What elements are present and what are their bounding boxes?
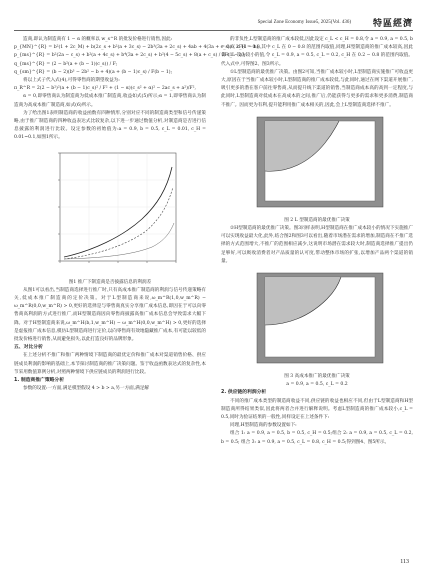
subsection-heading: 2. 供应链的利润分析	[221, 390, 267, 396]
equation: p_{MN}^{R} = b²(1 + 2c_M) + b(2c_s + b²(a + 3c_s) − 2b³(3a + 2c_s) + 4ab + 4(3a + c_s)) / 2F(1 − b);	[14, 45, 260, 51]
figure-2-caption: 图 2 L 型制造商的最优推广决策	[284, 217, 350, 223]
equation: p_{ms}^{R} = b²(2a − c_s) + b²(a + 4c_s) + b⁴(3a + 2c_s) + b²(4 − 5c_s) + 8(a + c_s) / 2F(1 − b);	[14, 53, 246, 59]
header-rule	[14, 30, 413, 31]
paragraph: ①L型制造商的最优推广决策。由图2可知,当推广成本较小时,L型制造商实施推广可收益更大,原因在于当推广成本较小时,L型制造商的推广成本较低,与此同时,通过在网下渠道开展推广,吸引更多的潜在客户前往零售商,从而提升线下渠道的销售,当制造商成本高的高到一定程度,与此同时,L型制造商对低成本在高成本的之间,推广后,仍能获得与更多的需求和更多消费,制造商不推广。因而更为有利,提升能利用推广成本相关的,因此,会上L型制造商选择不推广。	[221, 69, 413, 108]
paragraph: 将以上式子代入式(4),可得零售商的期望收益为:	[23, 78, 120, 84]
figure-1	[42, 147, 182, 277]
paragraph: 组合 1: a = 0.9, a = 0.5, b = 0.5, c_H = 0.5;组合 2: a = 0.9, a = 0.5, c_L = 0.2, b = 0.5; 组合 3: a = 0.9, a = 0.5, c_L = 0.8, c_H = 0.5;得到图4、图5所示。	[221, 431, 413, 445]
journal-logo: 特區經濟	[372, 19, 413, 29]
figure-3	[247, 269, 387, 371]
left-column	[14, 36, 260, 393]
section-heading: 五、对比分析	[14, 345, 43, 351]
paragraph: 的非负性,L型制造商的推广成本较低,因此设定 c_L < c_H = 0.8,令 a = 0.9, a = 0.5, b = 0.6, c_H = 0.8,其中 c_L 在 0 − 0.8 的范围内取值,同理,H型制造商的推广成本较高,因此将 c_L 设为较小的值,令 c_L = 0.9, a = 0.5, c_L = 0.2, c_H 在 0.2 − 0.8 的范围内取值。代入式中,可得图2、图3所示。	[221, 37, 413, 67]
journal-name: Special Zone Economy Issue5, 2025(Vol. 436)	[257, 20, 351, 25]
paragraph: 为了给出图1表明制造商的收益函数有四种情形,分别对应不同的制造商类型和信号传递策略,由于推广制造商的四种收益表达式比较复杂,以下进一步通过数值分析,对制造商是否进行信息披露的利润进行比较。设定参数的初始值为:a = 0.9, b = 0.5, c_L = 0.01, c_H = 0.01~0.1,如图1所示。	[14, 110, 206, 141]
page-header	[14, 18, 413, 30]
figure-3-params: a = 0.9, a = 0.5, c_L = 0.2	[286, 382, 348, 388]
subsection-heading: 1. 制造商推广策略分析	[14, 378, 65, 384]
paragraph: 参数的设置:一方面,满足模型假设 4 > b > a,另一方面,满足解	[23, 386, 150, 392]
page-number: 113	[400, 559, 409, 565]
paragraph: ②H型制造商的最优推广决策。图3同样表明,H型制造商在推广成本较小的情况下实施推广可以实现收益最大化,此外,结合图2和图3可以看出,随着市场潜在需求的增加,制造商在不推广选择的方式范围增大,不推广的范围相应减少,这说明市场潜在需求较大时,制造商选择推广提出仍足够好,可以吸收消费者对产品质量的认可度,带动整体市场的扩张,以增加产品两个渠道的销量。	[221, 226, 413, 264]
figure-1-plot	[42, 147, 182, 277]
paragraph: 同理,H型制造商的参数设置如下:	[230, 423, 297, 429]
figure-3-caption: 图 3 高成本推广的最优推广决策	[284, 374, 350, 380]
figure-2-plot	[247, 113, 387, 215]
paragraph: 不同的推广成本类型的制造商收益不同,供应链的收益也相应不同,但由于L型制造商和H型制造商所得结果类似,因此将两者合并进行解释说明。考虑L型制造商的推广成本较小,c_L = 0.5,同时为验证结果的一般性,同样设定在上述条件下:	[221, 398, 413, 421]
paragraph: 造商,即认为制造商有 1 − α 的概率以 w_s^R 的批发价格进行销售,因此:	[23, 37, 173, 42]
equation: π_R^R = 2(2 − b²)²(a + (b − 1)c_s)² / F² + (1 − α)(c_s² + α)² − 2ac_s + a²)/F²,	[14, 86, 196, 92]
paragraph: 在上述分析不推广和推广两种情境下制造商的最优定价和推广成本对渠道销售价格、供应链成员利润的影响的基础上,本节探讨制造商的推广决策问题。鉴于收益函数表达式的复杂性,本节采用数值算例分析,对照两种情境下供应链成员的利润进行比较。	[14, 353, 206, 375]
right-column	[221, 36, 413, 447]
paragraph: 从图1可以看出,当制造商选择进行推广时,只有高成本推广制造商的利润与信号传递策略有关,低成本推广制造商的定价决策。对于L型制造商来说,ω_m^R(1,0,w_m^R) − ω_m^R(0,0,w_m^R) > 0,更好的选择是与零售商真实分享推广成本信息,即因在于可以向零售商高利润的方式进行推广,而H型制造商因向零售商披露高推广成本信息会导致需求大幅下降。对于H型制造商来说,ω_m^H(b,1,w_m^H) − ω_m^H(0,0,w_m^H) > 0,更好的选择是虚报推广成本信息,模仿L型制造商进行定价,以向零售商有效地隐藏推广成本,有可能以较低的批发价格进行销售,从而避免损失,以此打造良好的品牌形象。	[14, 287, 206, 343]
paragraph: α = 0,即零售商认为制造商为低成本推广制造商,收益如式(5)所示;α = 1,即零售商认为制造商为高成本推广制造商,如式(6)所示。	[14, 94, 206, 108]
figure-3-plot	[247, 269, 387, 371]
equation: q_{ms}^{R} = (2 − b²(a + (b − 1)(c_s)) / F;	[14, 61, 118, 67]
equation: q_{sm}^{R} = (b − 2)(b³ − 2b² − b + 4)(a + (b − 1)c_s) / F(b − 1);	[14, 69, 173, 75]
figure-1-caption: 图1 推广下制造商是否披露信息的利润差	[68, 279, 152, 285]
figure-2	[247, 113, 387, 215]
